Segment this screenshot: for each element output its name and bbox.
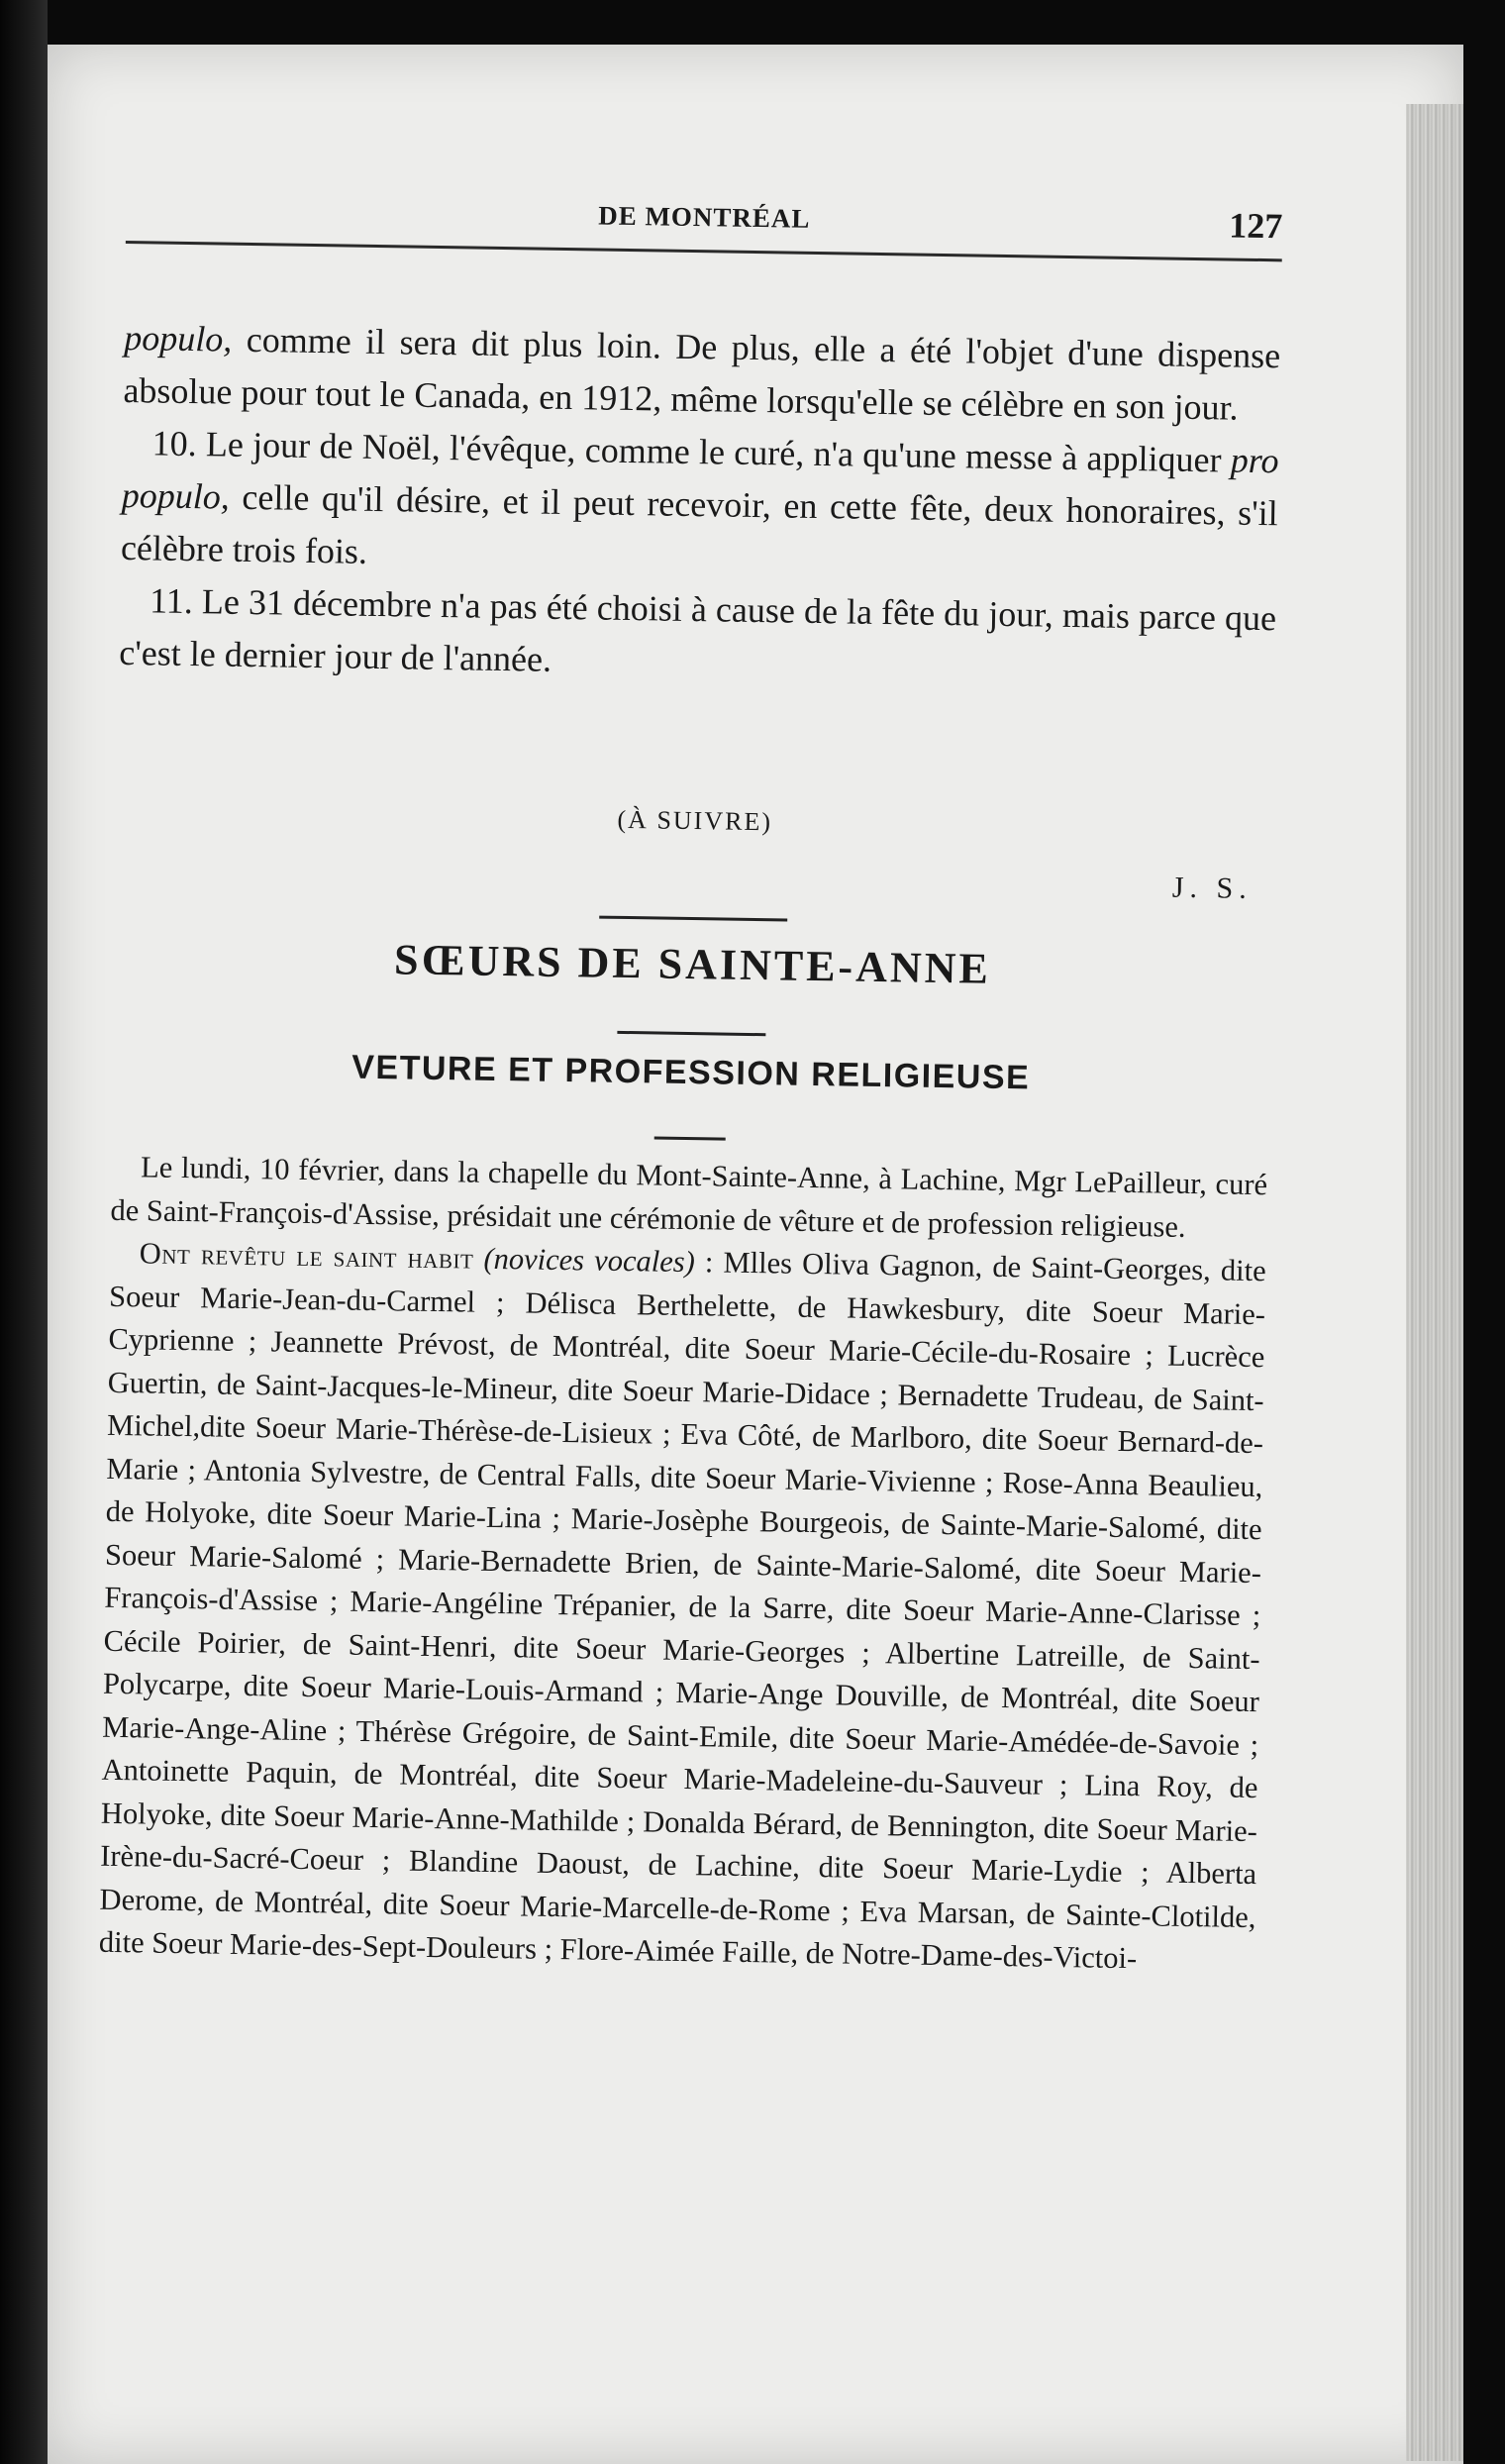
book-page xyxy=(48,45,1463,2464)
novices-names: : Mlles Oliva Gagnon, de Saint-Georges, dite Soeur Marie-Jean-du-Carmel ; Délisca Berthelette, de Hawkesbury, dite Soeur Marie-Cyprienne ; Jeannette Prévost, de Montréal, dite Soeur Marie-Cécile-du-Rosaire ; Lucrèce Guertin, de Saint-Jacques-le-Mineur, dite Soeur Marie-Didace ; Bernadette Trudeau, de Saint-Michel,dite Soeur Marie-Thérèse-de-Lisieux ; Eva Côté, de Marlboro, dite Soeur Bernard-de-Marie ; Antonia Sylvestre, de Central Falls, dite Soeur Marie-Vivienne ; Rose-Anna Beaulieu, de Holyoke, dite Soeur Marie-Lina ; Marie-Josèphe Bourgeois, de Sainte-Marie-Salomé, dite Soeur Marie-Salomé ; Marie-Bernadette Brien, de Sainte-Marie-Salomé, dite Soeur Marie-François-d'Assise ; Marie-Angéline Trépanier, de la Sarre, dite Soeur Marie-Anne-Clarisse ; Cécile Poirier, de Saint-Henri, dite Soeur Marie-Georges ; Albertine Latreille, de Saint-Polycarpe, dite Soeur Marie-Louis-Armand ; Marie-Ange Douville, de Montréal, dite Soeur Marie-Ange-Aline ; Thérèse Grégoire, de Saint-Emile, dite Soeur Marie-Amédée-de-Savoie ; Antoinette Paquin, de Montréal, dite Soeur Marie-Madeleine-du-Sauveur ; Lina Roy, de Holyoke, dite Soeur Marie-Anne-Mathilde ; Donalda Bérard, de Bennington, dite Soeur Marie-Irène-du-Sacré-Coeur ; Blandine Daoust, de Lachine, dite Soeur Marie-Lydie ; Alberta Derome, de Montréal, dite Soeur Marie-Marcelle-de-Rome ; Eva Marsan, de Sainte-Clotilde, dite Soeur Marie-des-Sept-Douleurs ; Flore-Aimée Faille, de Notre-Dame-des-Victoi- xyxy=(98,1245,1266,1976)
novices-list xyxy=(99,1232,1266,1983)
italic-populo: populo, xyxy=(124,317,233,359)
list-lead-caps: Ont revêtu le saint habit xyxy=(139,1236,474,1276)
divider-rule xyxy=(654,1136,726,1140)
paragraph-10 xyxy=(121,417,1279,592)
running-head xyxy=(126,193,1283,261)
scan-border-top xyxy=(0,0,1505,45)
text-block xyxy=(98,45,1285,1976)
paragraph-11: 11. Le 31 décembre n'a pas été choisi à cause de la fête du jour, mais parce que c'est le dernier jour de l'année. xyxy=(119,580,1277,679)
section-title: SŒURS DE SAINTE-ANNE xyxy=(393,935,992,993)
divider-rule xyxy=(599,916,787,922)
scan-border-left xyxy=(0,0,48,2464)
scan-border-right xyxy=(1463,0,1505,2464)
paragraph-populo-text: comme il sera dit plus loin. De plus, elle a été l'objet d'une dispense absolue pour tout le Canada, en 1912, même lorsqu'elle se célèbre en son jour. xyxy=(123,319,1281,428)
paragraph-populo xyxy=(123,312,1281,435)
running-title: DE MONTRÉAL xyxy=(597,200,811,234)
divider-rule xyxy=(617,1031,765,1036)
paragraph-10-end: celle qu'il désire, et il peut recevoir, en cette fête, deux honoraires, s'il célèbre trois fois. xyxy=(120,476,1279,571)
italic-pro-populo: pro populo, xyxy=(121,440,1279,517)
paragraph-10-start: 10. Le jour de Noël, l'évêque, comme le curé, n'a qu'une messe à appliquer xyxy=(151,423,1232,480)
article-continuation xyxy=(119,312,1281,697)
section-subtitle: VETURE ET PROFESSION RELIGIEUSE xyxy=(351,1048,1031,1097)
list-lead-italic: (novices vocales) xyxy=(483,1241,696,1280)
page-number: 127 xyxy=(1228,205,1283,247)
page-edge-stack xyxy=(1406,104,1463,2461)
ceremony-intro: Le lundi, 10 février, dans la chapelle du Mont-Sainte-Anne, à Lachine, Mgr LePailleur, curé de Saint-François-d'Assise, présidait une cérémonie de vêture et de profession religieuse. xyxy=(110,1150,1268,1244)
to-follow-note: (À SUIVRE) xyxy=(617,804,773,837)
ceremony-report xyxy=(99,1146,1268,1983)
author-signature: J. S. xyxy=(1171,871,1254,905)
